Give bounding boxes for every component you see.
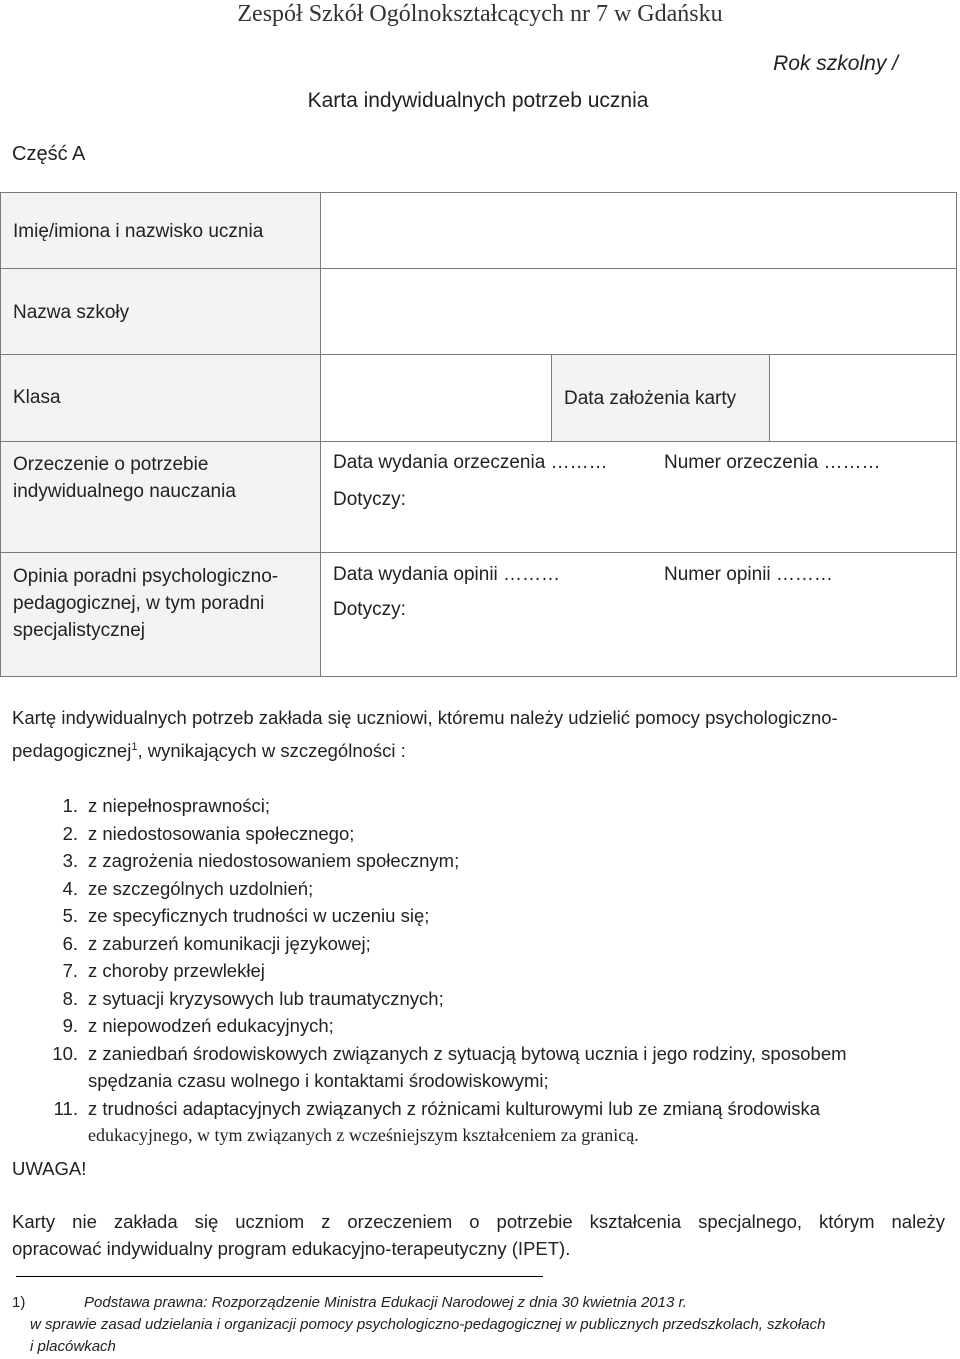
list-item-text: z zagrożenia niedostosowaniem społecznym; xyxy=(88,850,460,871)
list-item-text: z niedostosowania społecznego; xyxy=(88,822,355,844)
list-item-text: z zaburzeń komunikacji językowej; xyxy=(88,932,371,954)
school-name-label-cell xyxy=(0,268,321,355)
list-item-number: 1. xyxy=(62,795,78,816)
opinion-label-cell xyxy=(0,552,321,677)
opinion-concerns: Dotyczy: xyxy=(333,599,406,620)
school-year: Rok szkolny / xyxy=(773,52,898,75)
opinion-field[interactable] xyxy=(320,552,957,677)
list-item-text: z niepowodzeń edukacyjnych; xyxy=(88,1015,334,1036)
intro-line2-start: pedagogicznej xyxy=(12,740,132,761)
ruling-label-line1: Orzeczenie o potrzebie xyxy=(13,454,209,475)
warning-line1: Karty nie zakłada się uczniom z orzeczeniem o potrzebie kształcenia specjalnego, którym należy xyxy=(12,1211,945,1232)
list-item-text: ze szczególnych uzdolnień; xyxy=(88,877,314,899)
ruling-field[interactable] xyxy=(320,441,957,553)
list-item-text: z trudności adaptacyjnych związanych z różnicami kulturowymi lub ze zmianą środowiska xyxy=(88,1097,821,1119)
list-item-text: z choroby przewlekłej xyxy=(88,960,265,981)
ruling-label-cell xyxy=(0,441,321,553)
list-item-text: z zaniedbań środowiskowych związanych z sytuacją bytową ucznia i jego rodziny, sposobem xyxy=(88,1042,847,1064)
ruling-date: Data wydania orzeczenia ……… xyxy=(333,452,608,473)
school-name-label: Nazwa szkoły xyxy=(13,302,130,323)
intro-line2 xyxy=(12,740,406,762)
list-item-number: 10. xyxy=(52,1042,78,1064)
footnote-line2: w sprawie zasad udzielania i organizacji pomocy psychologiczno-pedagogicznej w publicznych przedszkolach, szkołach xyxy=(30,1316,826,1333)
opinion-number: Numer opinii ……… xyxy=(664,564,833,585)
list-item-number: 8. xyxy=(62,987,78,1009)
list-item-number: 6. xyxy=(62,932,78,954)
list-item-number: 9. xyxy=(62,1015,78,1036)
form-table xyxy=(0,192,957,677)
card-date-label-cell xyxy=(551,354,770,442)
student-name-label-cell xyxy=(0,192,321,269)
list-item-number: 11. xyxy=(53,1097,78,1119)
footnote-separator xyxy=(16,1276,543,1277)
class-label: Klasa xyxy=(13,387,61,408)
ruling-number: Numer orzeczenia ……… xyxy=(664,452,881,473)
opinion-label-line3: specjalistycznej xyxy=(13,620,145,641)
list-item-text: edukacyjnego, w tym związanych z wcześniejszym kształceniem za granicą. xyxy=(88,1125,639,1145)
card-date-label: Data założenia karty xyxy=(564,388,737,409)
school-name-field[interactable] xyxy=(320,268,957,355)
list-item-text: ze specyficznych trudności w uczeniu się; xyxy=(88,905,430,926)
card-date-field[interactable] xyxy=(769,354,957,442)
warning-line2: opracować indywidualny program edukacyjno-terapeutyczny (IPET). xyxy=(12,1238,571,1259)
class-label-cell xyxy=(0,354,321,442)
list-item-number: 2. xyxy=(62,822,78,844)
list-item-text: spędzania czasu wolnego i kontaktami środowiskowymi; xyxy=(88,1070,549,1091)
footnote-marker: 1) xyxy=(12,1294,26,1311)
opinion-label-line2: pedagogicznej, w tym poradni xyxy=(13,593,265,614)
list-item-text: z niepełnosprawności; xyxy=(88,795,271,816)
footnote-line1: Podstawa prawna: Rozporządzenie Ministra Edukacji Narodowej z dnia 30 kwietnia 2013 r. xyxy=(84,1294,688,1311)
page-title: Karta indywidualnych potrzeb ucznia xyxy=(307,89,649,112)
list-item-number: 5. xyxy=(62,905,78,926)
ruling-concerns: Dotyczy: xyxy=(333,489,406,510)
intro-line1: Kartę indywidualnych potrzeb zakłada się uczniowi, któremu należy udzielić pomocy psychologiczno- xyxy=(12,707,838,728)
list-item-text: z sytuacji kryzysowych lub traumatycznych; xyxy=(88,987,444,1009)
part-heading: Część A xyxy=(12,143,86,165)
list-item-number: 7. xyxy=(62,960,78,981)
school-name: Zespół Szkół Ogólnokształcących nr 7 w Gdańsku xyxy=(237,1,723,27)
list-item-number: 4. xyxy=(62,877,78,899)
warning-title: UWAGA! xyxy=(12,1158,87,1179)
footnote-ref: 1 xyxy=(131,740,138,753)
footnote-line3: i placówkach xyxy=(30,1338,116,1355)
student-name-field[interactable] xyxy=(320,192,957,269)
opinion-date: Data wydania opinii ……… xyxy=(333,564,561,585)
class-field[interactable] xyxy=(320,354,552,442)
opinion-label-line1: Opinia poradni psychologiczno- xyxy=(13,566,279,587)
intro-line2-end: , wynikających w szczególności : xyxy=(137,740,406,761)
list-item-number: 3. xyxy=(62,850,78,871)
student-name-label: Imię/imiona i nazwisko ucznia xyxy=(13,221,264,242)
ruling-label-line2: indywidualnego nauczania xyxy=(13,481,236,502)
